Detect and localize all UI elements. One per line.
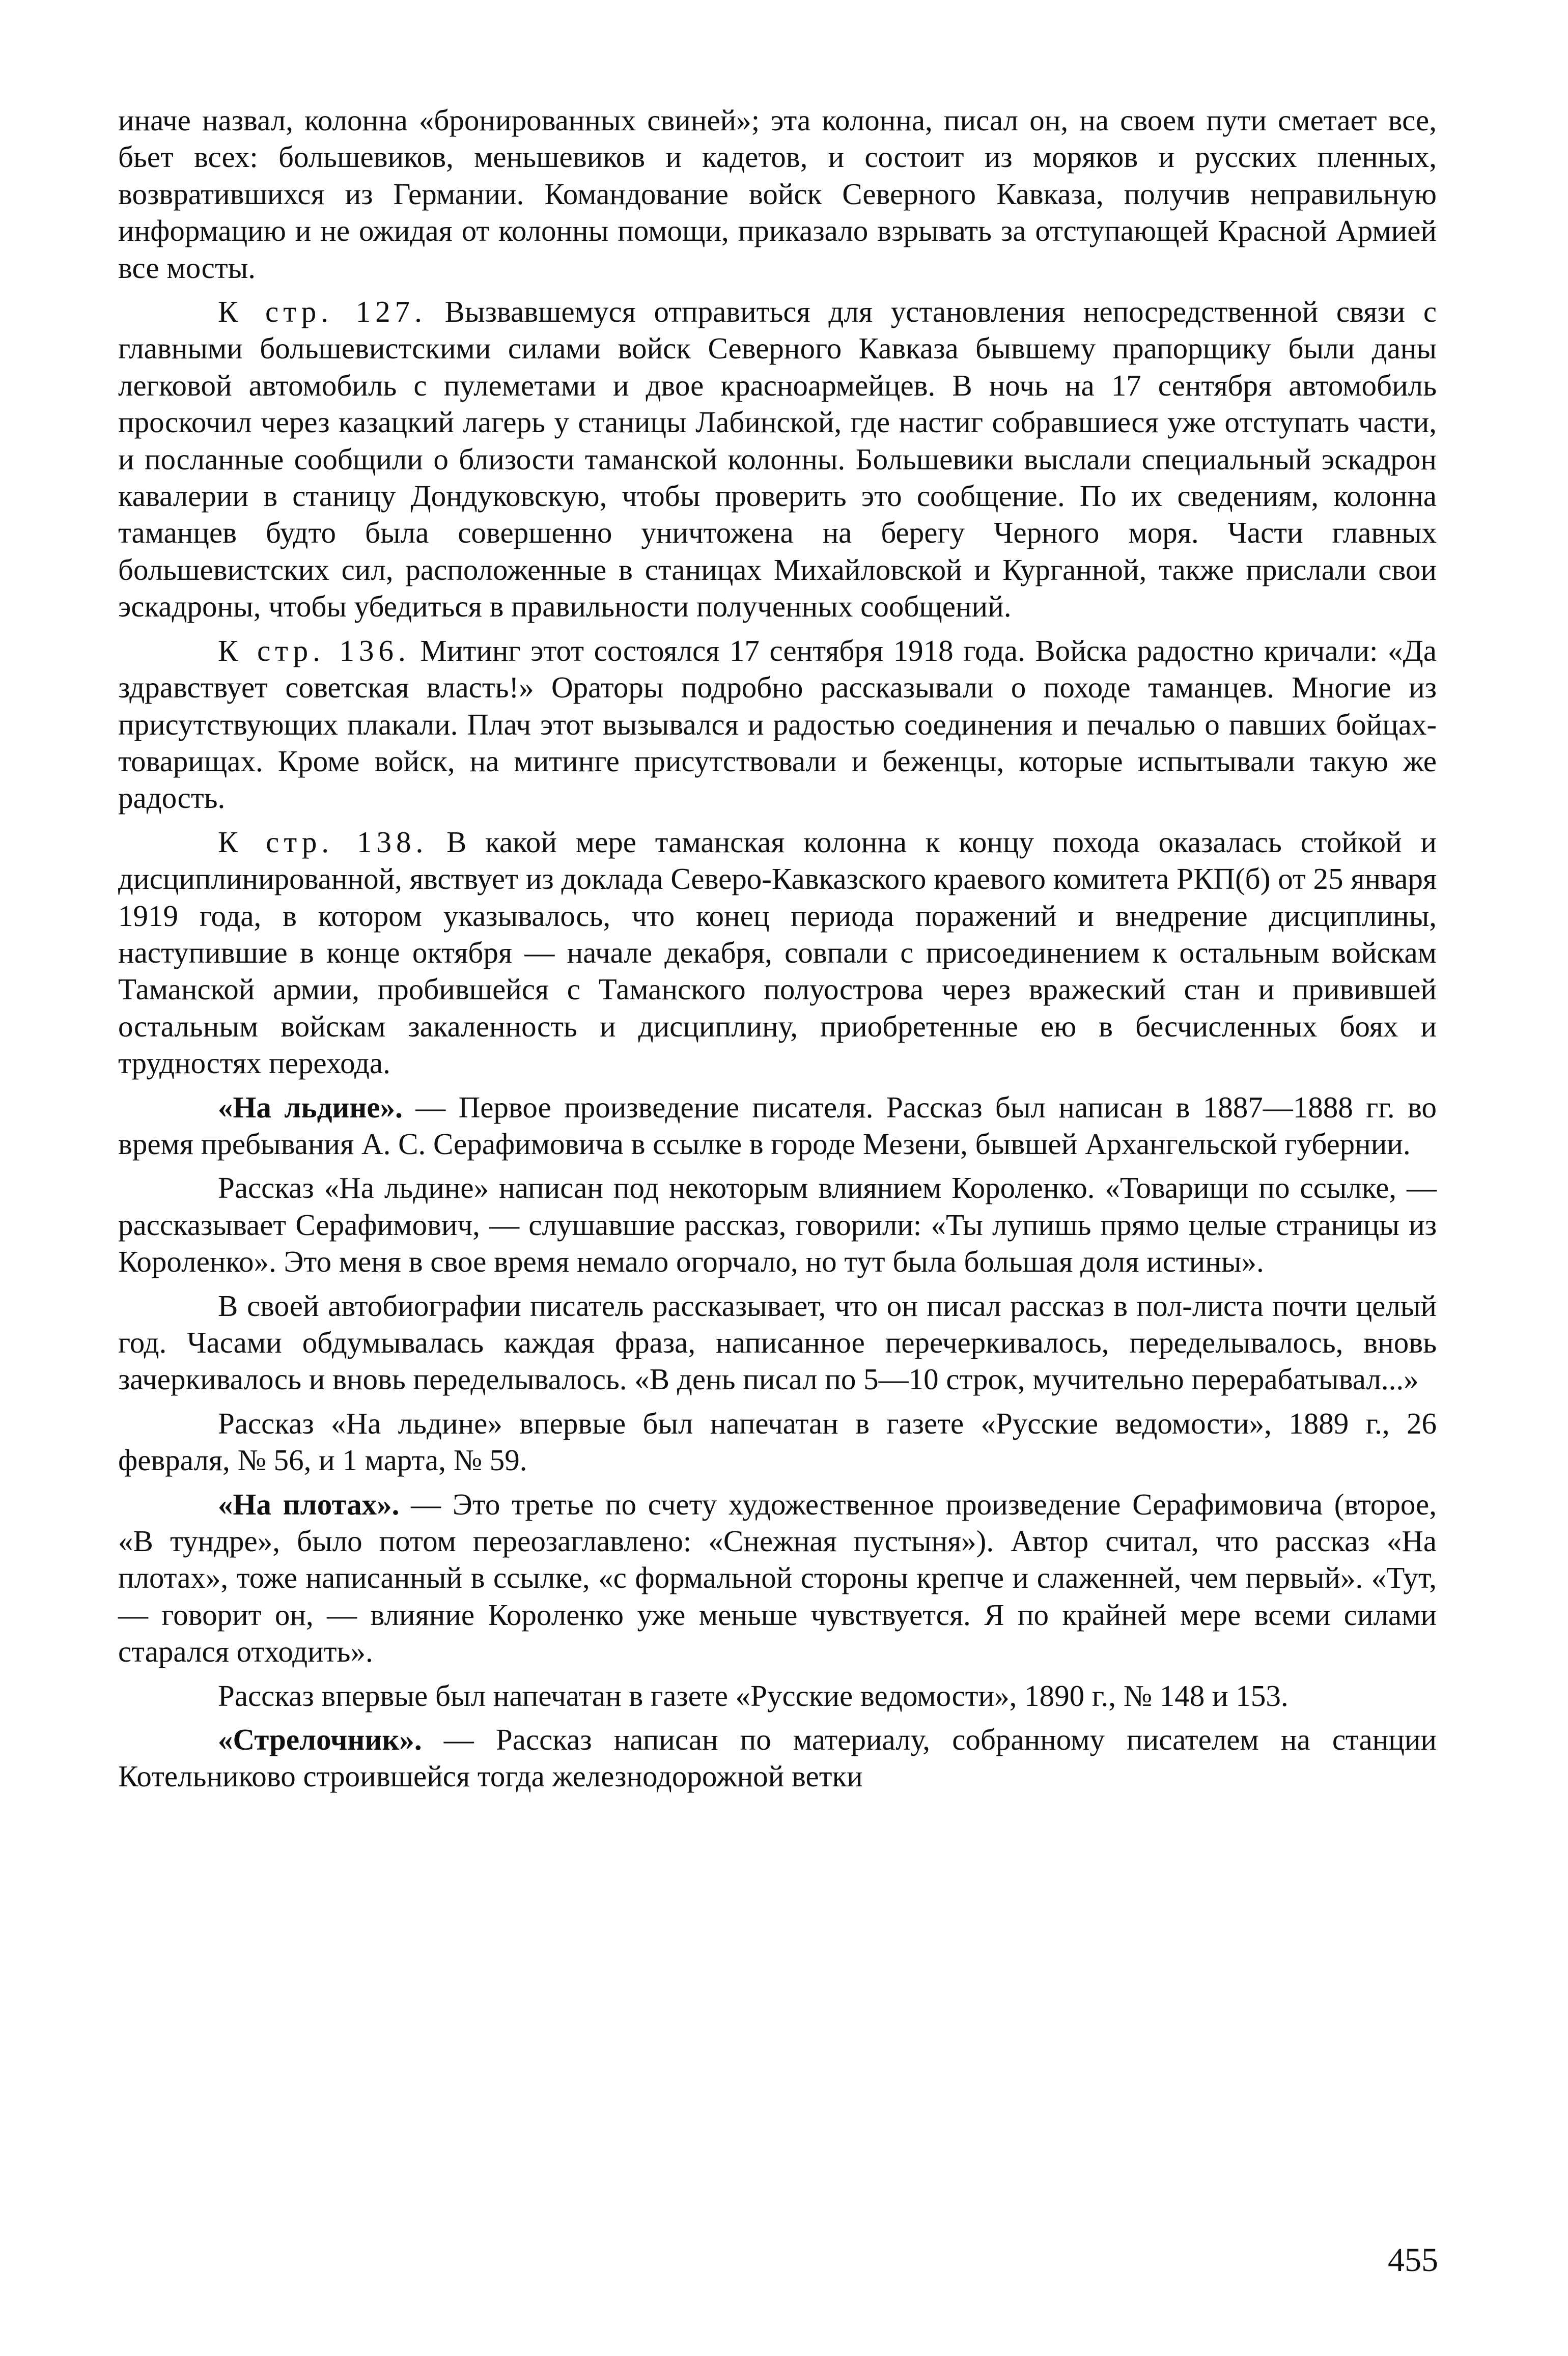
paragraph-9-text: — Это третье по счету художественное произведение Серафимовича (второе, «В тундре», было потом переозаглавлено: «Снежная пустыня»). Автор считал, что рассказ «На плотах», тоже написанный в ссылке, «с формальной стороны крепче и слаженней, чем первый». «Тут, — говорит он, — влияние Короленко уже меньше чувствуется. Я по крайней мере всеми силами старался отходить». bbox=[118, 1487, 1437, 1669]
paragraph-5 bbox=[118, 1089, 1437, 1163]
work-title: «На льдине». bbox=[218, 1090, 403, 1124]
paragraph-1-text: иначе назвал, колонна «бронированных свиней»; эта колонна, писал он, на своем пути сметает все, бьет всех: большевиков, меньшевиков и кадетов, и состоит из моряков и русских пленных, возвратившихся из Германии. Командование войск Северного Кавказа, получив неправильную информацию и не ожидая от колонны помощи, приказало взрывать за отступающей Красной Армией все мосты. bbox=[118, 103, 1437, 285]
paragraph-4 bbox=[118, 824, 1437, 1082]
paragraph-6-text: Рассказ «На льдине» написан под некоторым влиянием Короленко. «Товарищи по ссылке, — рассказывает Серафимович, — слушавшие рассказ, говорили: «Ты лупишь прямо целые страницы из Короленко». Это меня в свое время немало огорчало, но тут была большая доля истины». bbox=[118, 1171, 1437, 1279]
paragraph-8-text: Рассказ «На льдине» впервые был напечатан в газете «Русские ведомости», 1889 г., 26 февраля, № 56, и 1 марта, № 59. bbox=[118, 1406, 1437, 1477]
paragraph-2-text: Вызвавшемуся отправиться для установления непосредственной связи с главными большевистскими силами войск Северного Кавказа бывшему прапорщику были даны легковой автомобиль с пулеметами и двое красноармейцев. В ночь на 17 сентября автомобиль проскочил через казацкий лагерь у станицы Лабинской, где настиг собравшиеся уже отступать части, и посланные сообщили о близости таманской колонны. Большевики выслали специальный эскадрон кавалерии в станицу Дондуковскую, чтобы проверить это сообщение. По их сведениям, колонна таманцев будто была совершенно уничтожена на берегу Черного моря. Части главных большевистских сил, расположенные в станицах Михайловской и Курганной, также прислали свои эскадроны, чтобы убедиться в правильности полученных сообщений. bbox=[118, 295, 1437, 624]
paragraph-2 bbox=[118, 293, 1437, 625]
paragraph-5-text: — Первое произведение писателя. Рассказ был написан в 1887—1888 гг. во время пребывания А. С. Серафимовича в ссылке в городе Мезени, бывшей Архангельской губернии. bbox=[118, 1090, 1437, 1161]
page-reference: К стр. 136. bbox=[218, 633, 410, 667]
paragraph-4-text: В какой мере таманская колонна к концу похода оказалась стойкой и дисциплинированной, явствует из доклада Северо-Кавказского краевого комитета РКП(б) от 25 января 1919 года, в котором указывалось, что конец периода поражений и внедрение дисциплины, наступившие в конце октября — начале декабря, совпали с присоединением к остальным войскам Таманской армии, пробившейся с Таманского полуострова через вражеский стан и привившей остальным войскам закаленность и дисциплину, приобретенные ею в бесчисленных боях и трудностях перехода. bbox=[118, 825, 1437, 1080]
work-title: «На плотах». bbox=[218, 1487, 400, 1521]
paragraph-10 bbox=[118, 1677, 1437, 1714]
paragraph-11-text: — Рассказ написан по материалу, собранному писателем на станции Котельниково строившейся тогда железнодорожной ветки bbox=[118, 1723, 1437, 1793]
page-number: 455 bbox=[1388, 2241, 1438, 2279]
paragraph-6 bbox=[118, 1169, 1437, 1280]
paragraph-11 bbox=[118, 1721, 1437, 1795]
page-reference: К стр. 138. bbox=[218, 825, 428, 859]
page-text bbox=[118, 102, 1437, 1802]
paragraph-7 bbox=[118, 1287, 1437, 1398]
paragraph-3 bbox=[118, 632, 1437, 817]
paragraph-3-text: Митинг этот состоялся 17 сентября 1918 года. Войска радостно кричали: «Да здравствует советская власть!» Ораторы подробно рассказывали о походе таманцев. Многие из присутствующих плакали. Плач этот вызывался и радостью соединения и печалью о павших бойцах-товарищах. Кроме войск, на митинге присутствовали и беженцы, которые испытывали такую же радость. bbox=[118, 633, 1437, 815]
paragraph-8 bbox=[118, 1405, 1437, 1479]
paragraph-9 bbox=[118, 1486, 1437, 1670]
paragraph-10-text: Рассказ впервые был напечатан в газете «Русские ведомости», 1890 г., № 148 и 153. bbox=[218, 1678, 1289, 1713]
page-reference: К стр. 127. bbox=[218, 295, 427, 329]
paragraph-1 bbox=[118, 102, 1437, 286]
paragraph-7-text: В своей автобиографии писатель рассказывает, что он писал рассказ в пол-листа почти целый год. Часами обдумывалась каждая фраза, написанное перечеркивалось, переделывалось, вновь зачеркивалось и вновь переделывалось. «В день писал по 5—10 строк, мучительно перерабатывал...» bbox=[118, 1288, 1437, 1396]
work-title: «Стрелочник». bbox=[218, 1723, 422, 1757]
